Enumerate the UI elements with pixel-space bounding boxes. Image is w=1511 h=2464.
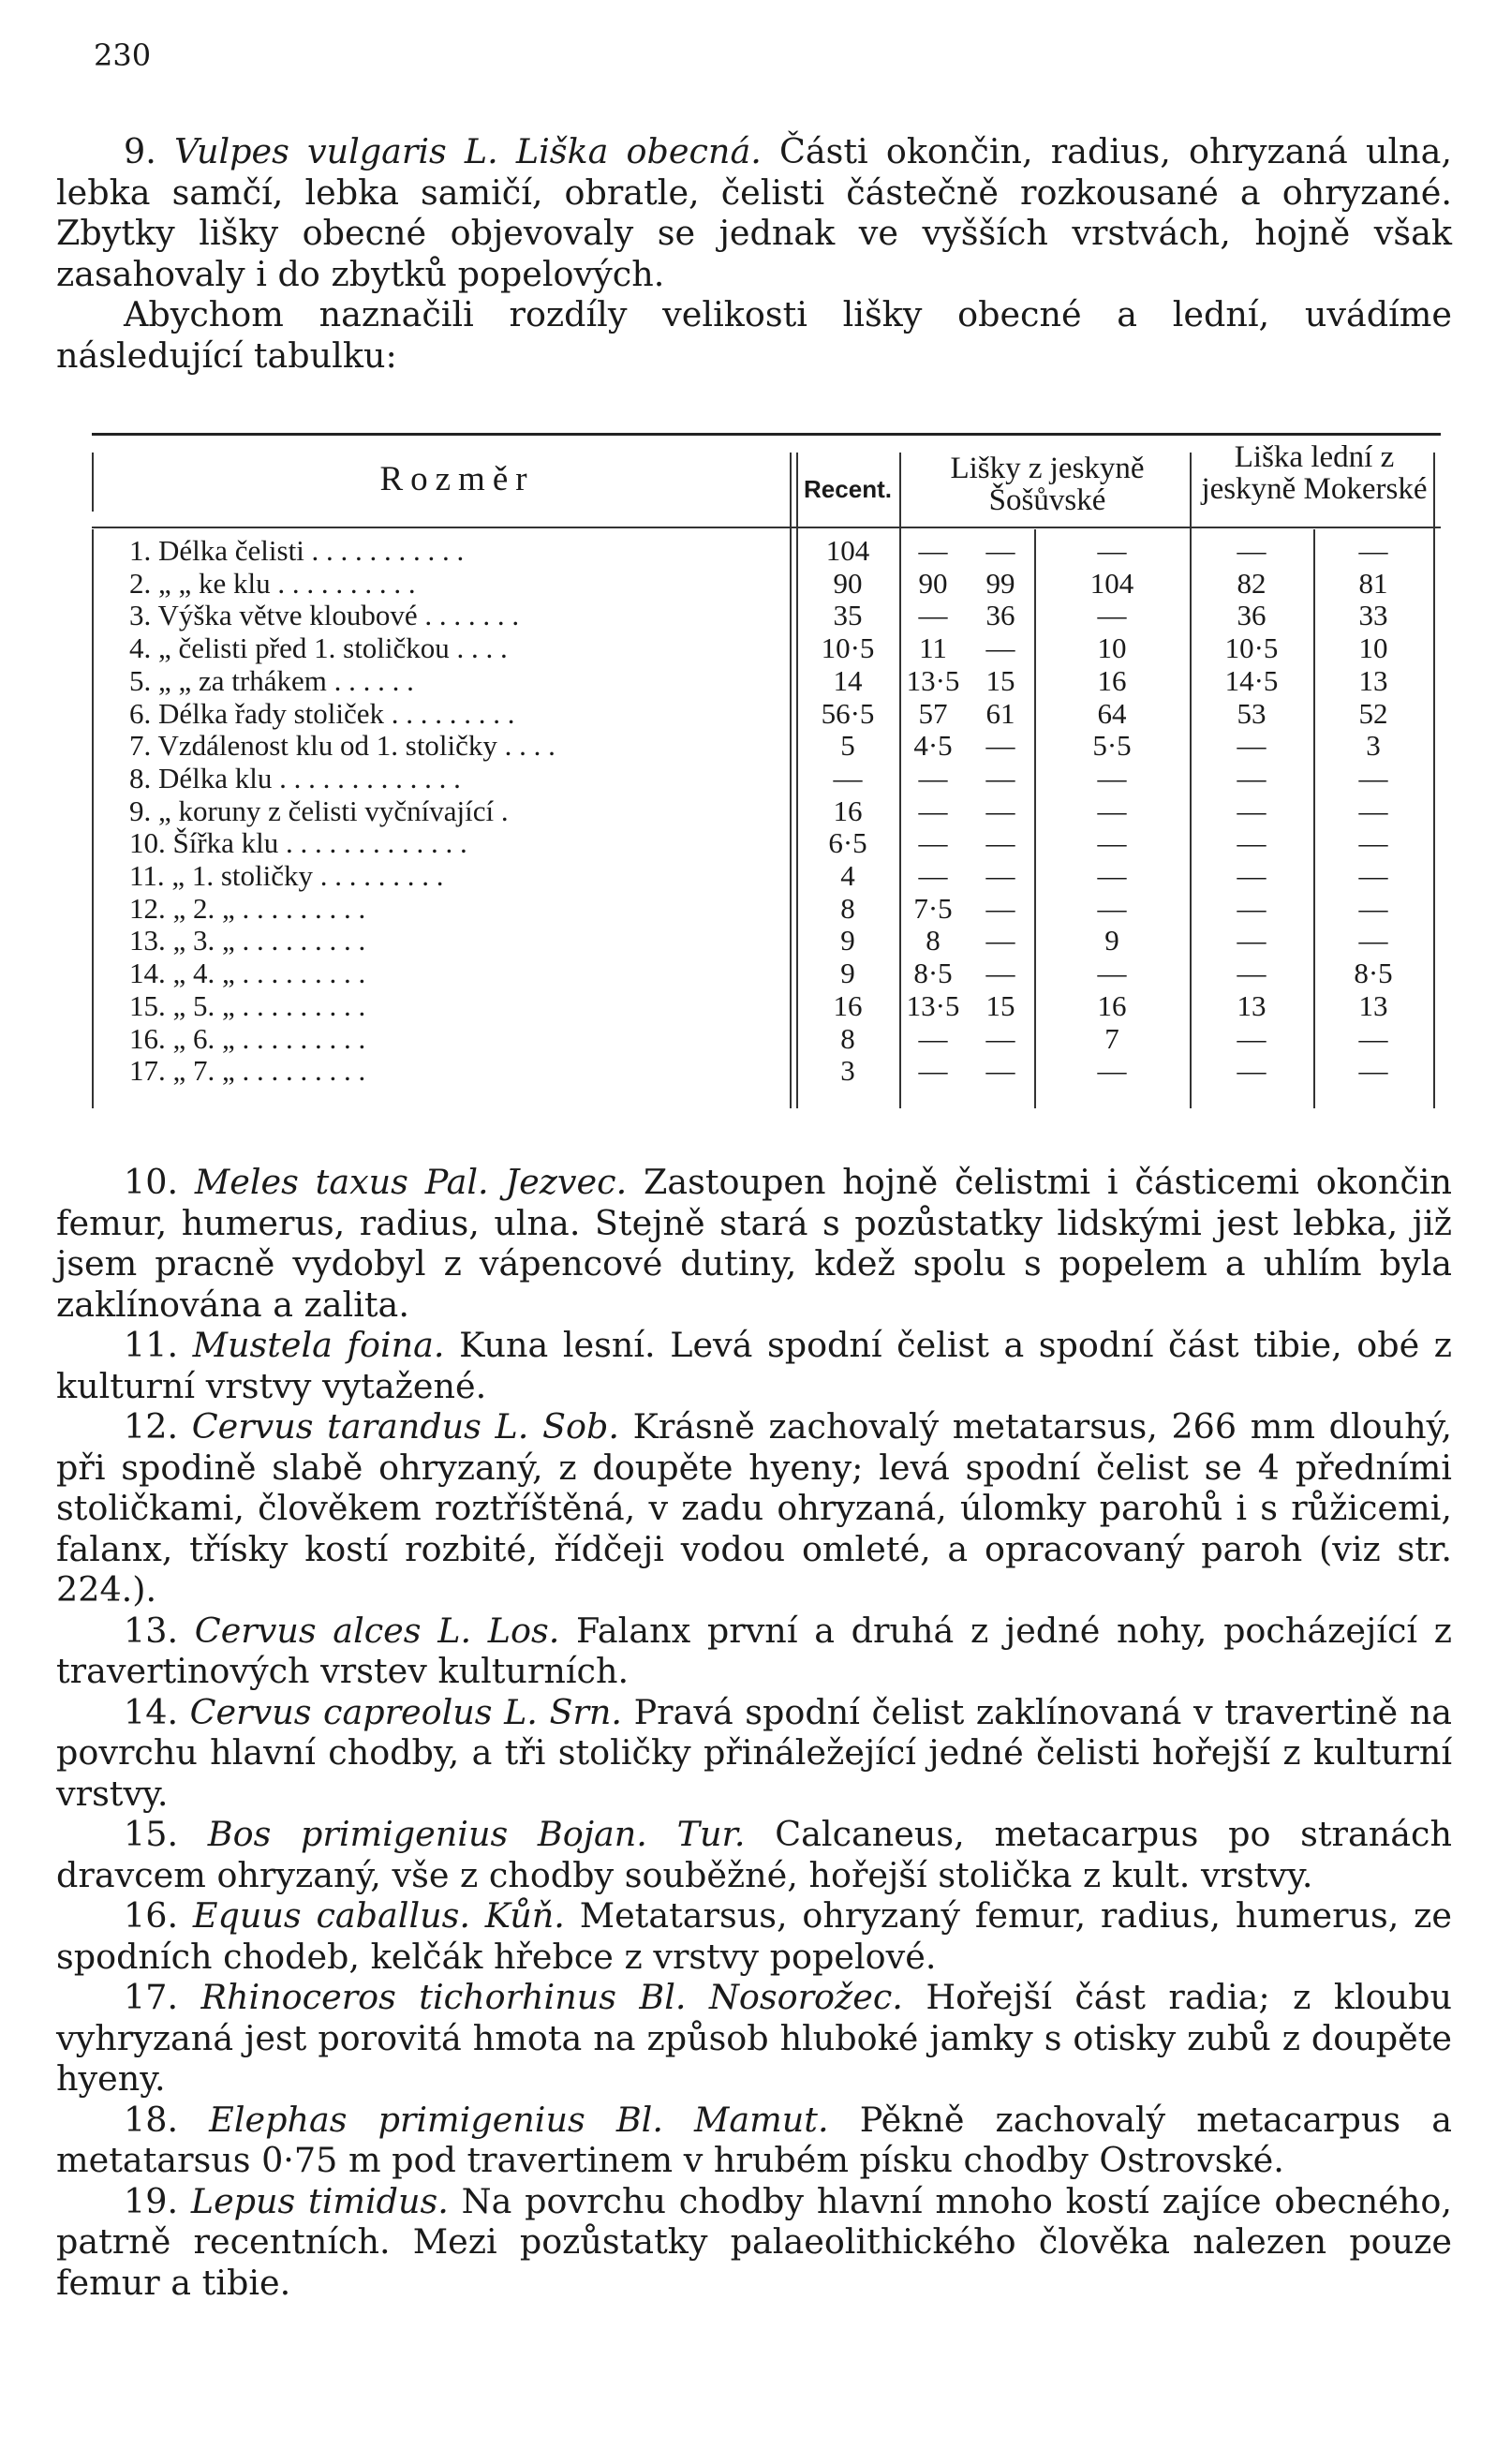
- paragraph-number: 10.: [124, 1162, 195, 1202]
- table-cell: —: [985, 534, 1015, 567]
- table-cell: —: [1097, 1054, 1127, 1088]
- table-cell: —: [918, 761, 948, 794]
- table-cell: 33: [1358, 599, 1388, 632]
- paragraph-number: 11.: [124, 1325, 193, 1365]
- species-paragraph: [56, 1814, 1452, 1895]
- table-cell: —: [1237, 891, 1267, 925]
- table-cell: —: [1097, 859, 1127, 892]
- table-cell: —: [1358, 761, 1388, 794]
- row-label: 8. Délka klu . . . . . . . . . . . . .: [129, 762, 461, 794]
- paragraph-text: Pěkně zachovalý metacarpus a metatarsus 0·75 m pod travertinem v hrubém písku chodby Ostrovské.: [56, 2099, 1453, 2180]
- table-cell: 13: [1237, 988, 1267, 1022]
- row-label: 12. „ 2. „ . . . . . . . . .: [129, 892, 366, 925]
- table-cell: 64: [1097, 696, 1127, 730]
- table-cell: 56·5: [821, 696, 875, 730]
- table-cell: 16: [1097, 663, 1127, 697]
- table-row: [92, 990, 1441, 1023]
- table-cell: —: [1097, 534, 1127, 567]
- row-label: 10. Šířka klu . . . . . . . . . . . . .: [129, 827, 467, 860]
- table-cell: —: [918, 859, 948, 892]
- table-cell: 7: [1104, 1021, 1119, 1055]
- table-cell: 82: [1237, 566, 1267, 600]
- table-cell: —: [833, 761, 863, 794]
- paragraph-text: Krásně zachovalý metatarsus, 266 mm dlouhý, při spodině slabě ohryzaný, z doupěte hyeny; levá spodní čelist se 4 předními stoličkami, člověkem roztříštěná, v zadu ohryzaná, úlomky parohů i s růžicemi, falanx, třísky kostí rozbité, řídčeji vodou omleté, a opracovaný paroh (viz str. 224.).: [56, 1406, 1453, 1610]
- species-name: Cervus alces L. Los.: [194, 1610, 560, 1651]
- paragraph-text: Calcaneus, metacarpus po stranách dravcem ohryzaný, vše z chodby souběžné, hořejší stolička z kult. vrstvy.: [56, 1814, 1452, 1895]
- table-cell: 5·5: [1092, 729, 1132, 763]
- table-cell: 3: [840, 1054, 855, 1088]
- table-cell: 11: [919, 631, 947, 665]
- table-cell: 16: [833, 988, 863, 1022]
- table-row: [92, 1055, 1441, 1088]
- table-cell: 4: [840, 859, 855, 892]
- table-cell: 8: [840, 891, 855, 925]
- table-cell: 8·5: [913, 957, 953, 990]
- row-label: 3. Výška větve kloubové . . . . . . .: [129, 600, 520, 632]
- table-cell: 53: [1237, 696, 1267, 730]
- row-label: 13. „ 3. „ . . . . . . . . .: [129, 925, 366, 957]
- table-cell: 9: [1104, 924, 1119, 957]
- table-cell: 104: [1089, 566, 1134, 600]
- table-cell: —: [985, 729, 1015, 763]
- paragraph-number: 19.: [124, 2180, 191, 2221]
- row-label: 4. „ čelisti před 1. stoličkou . . . .: [129, 632, 508, 665]
- species-paragraph: [56, 1611, 1452, 1692]
- table-row: [92, 568, 1441, 601]
- paragraph-text: Kuna lesní. Levá spodní čelist a spodní část tibie, obé z kulturní vrstvy vytažené.: [56, 1325, 1452, 1406]
- species-name: Mustela foina.: [192, 1325, 445, 1365]
- paragraph-number: 17.: [124, 1977, 201, 2017]
- paragraph-number: 12.: [124, 1406, 192, 1447]
- species-name: Lepus timidus.: [190, 2180, 449, 2221]
- row-label: 7. Vzdálenost klu od 1. stoličky . . . .: [129, 730, 556, 763]
- table-cell: 90: [918, 566, 948, 600]
- table-cell: —: [1358, 924, 1388, 957]
- row-label: 17. „ 7. „ . . . . . . . . .: [129, 1055, 366, 1088]
- table-cell: —: [1097, 794, 1127, 827]
- table-cell: —: [1237, 729, 1267, 763]
- table-cell: —: [1097, 891, 1127, 925]
- header-rozmer: Rozměr: [379, 460, 535, 498]
- table-cell: —: [1237, 794, 1267, 827]
- table-cell: 90: [833, 566, 863, 600]
- table-cell: —: [985, 1054, 1015, 1088]
- table-cell: —: [1358, 891, 1388, 925]
- table-cell: 4·5: [913, 729, 953, 763]
- table-row: [92, 730, 1441, 763]
- row-label: 5. „ „ za trhákem . . . . . .: [129, 664, 414, 697]
- table-cell: 16: [833, 794, 863, 827]
- species-paragraph: [56, 1895, 1452, 1977]
- table-row: [92, 600, 1441, 632]
- table-cell: 16: [1097, 988, 1127, 1022]
- table-row: [92, 860, 1441, 893]
- species-name: Meles taxus Pal. Jezvec.: [194, 1162, 628, 1202]
- table-cell: 9: [840, 924, 855, 957]
- table-cell: —: [918, 1054, 948, 1088]
- species-paragraph: [56, 2100, 1452, 2181]
- table-cell: 15: [985, 663, 1015, 697]
- table-cell: —: [985, 924, 1015, 957]
- table-cell: —: [1097, 826, 1127, 860]
- table-cell: —: [985, 761, 1015, 794]
- table-row: [92, 827, 1441, 860]
- table-cell: 13·5: [906, 663, 960, 697]
- table-cell: 52: [1358, 696, 1388, 730]
- row-label: 1. Délka čelisti . . . . . . . . . . .: [129, 535, 465, 567]
- table-cell: —: [1358, 859, 1388, 892]
- table-cell: —: [1097, 957, 1127, 990]
- species-paragraph: [56, 1692, 1452, 1815]
- table-cell: —: [1237, 826, 1267, 860]
- species-paragraph: [56, 1977, 1452, 2100]
- table-cell: —: [985, 859, 1015, 892]
- species-name: Equus caballus. Kůň.: [192, 1895, 565, 1936]
- row-label: 11. „ 1. stoličky . . . . . . . . .: [129, 860, 444, 892]
- paragraph-number: 14.: [124, 1691, 190, 1732]
- species-text: [56, 1162, 1452, 2303]
- table-cell: 10: [1097, 631, 1127, 665]
- table-cell: —: [985, 891, 1015, 925]
- table-cell: —: [1358, 1054, 1388, 1088]
- table-cell: 36: [985, 599, 1015, 632]
- row-label: 6. Délka řady stoliček . . . . . . . . .: [129, 697, 515, 730]
- table-row: [92, 893, 1441, 926]
- header-sosuvske: Lišky z jeskyně Šošůvské: [950, 452, 1145, 517]
- table-cell: 99: [985, 566, 1015, 600]
- species-name: Cervus capreolus L. Srn.: [189, 1691, 623, 1732]
- species-name: Rhinoceros tichorhinus Bl. Nosorožec.: [200, 1977, 903, 2017]
- paragraph-text: Části okončin, radius, ohryzaná ulna, lebka samčí, lebka samičí, obratle, čelisti částečně rozkousané a ohryzané. Zbytky lišky obecné objevovaly se jednak ve vyšších vrstvách, hojně však zasahovaly i do zbytků popelových.: [56, 131, 1452, 294]
- species-name: Cervus tarandus L. Sob.: [191, 1406, 619, 1447]
- paragraph-text: Na povrchu chodby hlavní mnoho kostí zajíce obecného, patrně recentních. Mezi pozůstatky palaeolithického člověka nalezen pouze femur a tibie.: [56, 2180, 1452, 2303]
- table-cell: 14·5: [1224, 663, 1279, 697]
- table-row: [92, 632, 1441, 665]
- table-cell: 13: [1358, 988, 1388, 1022]
- table-row: [92, 1023, 1441, 1056]
- row-label: 14. „ 4. „ . . . . . . . . .: [129, 957, 366, 990]
- table-row: [92, 535, 1441, 568]
- header-recent: Recent.: [804, 475, 892, 503]
- measurement-table: [92, 433, 1441, 1134]
- table-cell: 5: [840, 729, 855, 763]
- table-cell: —: [918, 534, 948, 567]
- table-cell: 10·5: [1224, 631, 1279, 665]
- table-cell: —: [1097, 599, 1127, 632]
- paragraph-number: 16.: [124, 1895, 193, 1936]
- paragraph-number: 9.: [124, 131, 174, 171]
- table-cell: 9: [840, 957, 855, 990]
- species-paragraph: [56, 1406, 1452, 1611]
- species-paragraph: [56, 1325, 1452, 1406]
- table-cell: —: [918, 1021, 948, 1055]
- paragraph-text: Pravá spodní čelist zaklínovaná v travertině na povrchu hlavní chodby, a tři stoličky přináležející jedné čelisti hořejší z kulturní vrstvy.: [56, 1691, 1452, 1814]
- paragraph-text: Hořejší část radia; z kloubu vyhryzaná jest porovitá hmota na způsob hluboké jamky s otisky zubů z doupěte hyeny.: [56, 1977, 1453, 2099]
- row-label: 15. „ 5. „ . . . . . . . . .: [129, 989, 366, 1022]
- species-paragraph: [56, 1162, 1452, 1325]
- table-cell: 81: [1358, 566, 1388, 600]
- table-cell: —: [985, 1021, 1015, 1055]
- species-paragraph: [56, 2181, 1452, 2304]
- table-cell: 10: [1358, 631, 1388, 665]
- paragraph-number: 18.: [124, 2099, 210, 2140]
- table-cell: —: [1237, 1021, 1267, 1055]
- table-cell: 36: [1237, 599, 1267, 632]
- table-cell: —: [1237, 761, 1267, 794]
- table-cell: —: [985, 794, 1015, 827]
- paragraph-number: 15.: [124, 1814, 208, 1854]
- row-label: 16. „ 6. „ . . . . . . . . .: [129, 1022, 366, 1055]
- table-cell: —: [1358, 794, 1388, 827]
- table-cell: —: [918, 599, 948, 632]
- intro-text: [56, 131, 1452, 376]
- table-row: [92, 763, 1441, 795]
- table-cell: 3: [1366, 729, 1381, 763]
- table-cell: —: [1237, 859, 1267, 892]
- table-cell: —: [1358, 1021, 1388, 1055]
- table-cell: —: [1097, 761, 1127, 794]
- table-cell: —: [1237, 1054, 1267, 1088]
- table-cell: —: [1358, 826, 1388, 860]
- table-row: [92, 665, 1441, 698]
- table-cell: —: [985, 957, 1015, 990]
- table-row: [92, 795, 1441, 828]
- table-cell: —: [1237, 924, 1267, 957]
- table-cell: 14: [833, 663, 863, 697]
- page-number: 230: [94, 37, 152, 73]
- table-row: [92, 925, 1441, 957]
- table-cell: —: [985, 631, 1015, 665]
- table-cell: 8: [840, 1021, 855, 1055]
- paragraph-text: Zastoupen hojně čelistmi i částicemi okončin femur, humerus, radius, ulna. Stejně stará s pozůstatky lidskými jest lebka, již jsem pracně vydobyl z vápencové dutiny, kdež spolu s popelem a uhlím byla zaklínována a zalita.: [56, 1162, 1452, 1325]
- table-cell: 13·5: [906, 988, 960, 1022]
- table-cell: 15: [985, 988, 1015, 1022]
- table-row: [92, 957, 1441, 990]
- species-name: Elephas primigenius Bl. Mamut.: [209, 2099, 829, 2140]
- table-row: [92, 698, 1441, 731]
- paragraph-text: Falanx první a druhá z jedné nohy, pocházející z travertinových vrstev kulturních.: [56, 1610, 1452, 1691]
- species-paragraph: [56, 131, 1452, 294]
- row-label: 9. „ koruny z čelisti vyčnívající .: [129, 794, 509, 827]
- table-cell: —: [1237, 534, 1267, 567]
- row-label: 2. „ „ ke klu . . . . . . . . . .: [129, 567, 416, 600]
- table-cell: —: [1237, 957, 1267, 990]
- table-cell: 61: [985, 696, 1015, 730]
- species-name: Bos primigenius Bojan. Tur.: [207, 1814, 746, 1854]
- paragraph-text: Abychom naznačili rozdíly velikosti lišky obecné a lední, uvádíme následující tabulku:: [56, 294, 1452, 376]
- table-cell: 35: [833, 599, 863, 632]
- table-cell: 57: [918, 696, 948, 730]
- table-cell: 6·5: [828, 826, 867, 860]
- table-cell: —: [1358, 534, 1388, 567]
- species-name: Vulpes vulgaris L. Liška obecná.: [173, 131, 762, 171]
- table-cell: 7·5: [913, 891, 953, 925]
- table-cell: 104: [825, 534, 870, 567]
- table-cell: 10·5: [821, 631, 875, 665]
- paragraph-number: 13.: [124, 1610, 195, 1651]
- paragraph-text: Metatarsus, ohryzaný femur, radius, humerus, ze spodních chodeb, kelčák hřebce z vrstvy popelové.: [56, 1895, 1453, 1977]
- table-cell: 8·5: [1354, 957, 1393, 990]
- table-cell: —: [985, 826, 1015, 860]
- species-paragraph: [56, 294, 1452, 376]
- table-cell: —: [918, 794, 948, 827]
- table-cell: 13: [1358, 663, 1388, 697]
- table-cell: —: [918, 826, 948, 860]
- header-mokerske: Liška lední z jeskyně Mokerské: [1201, 440, 1428, 506]
- table-cell: 8: [926, 924, 941, 957]
